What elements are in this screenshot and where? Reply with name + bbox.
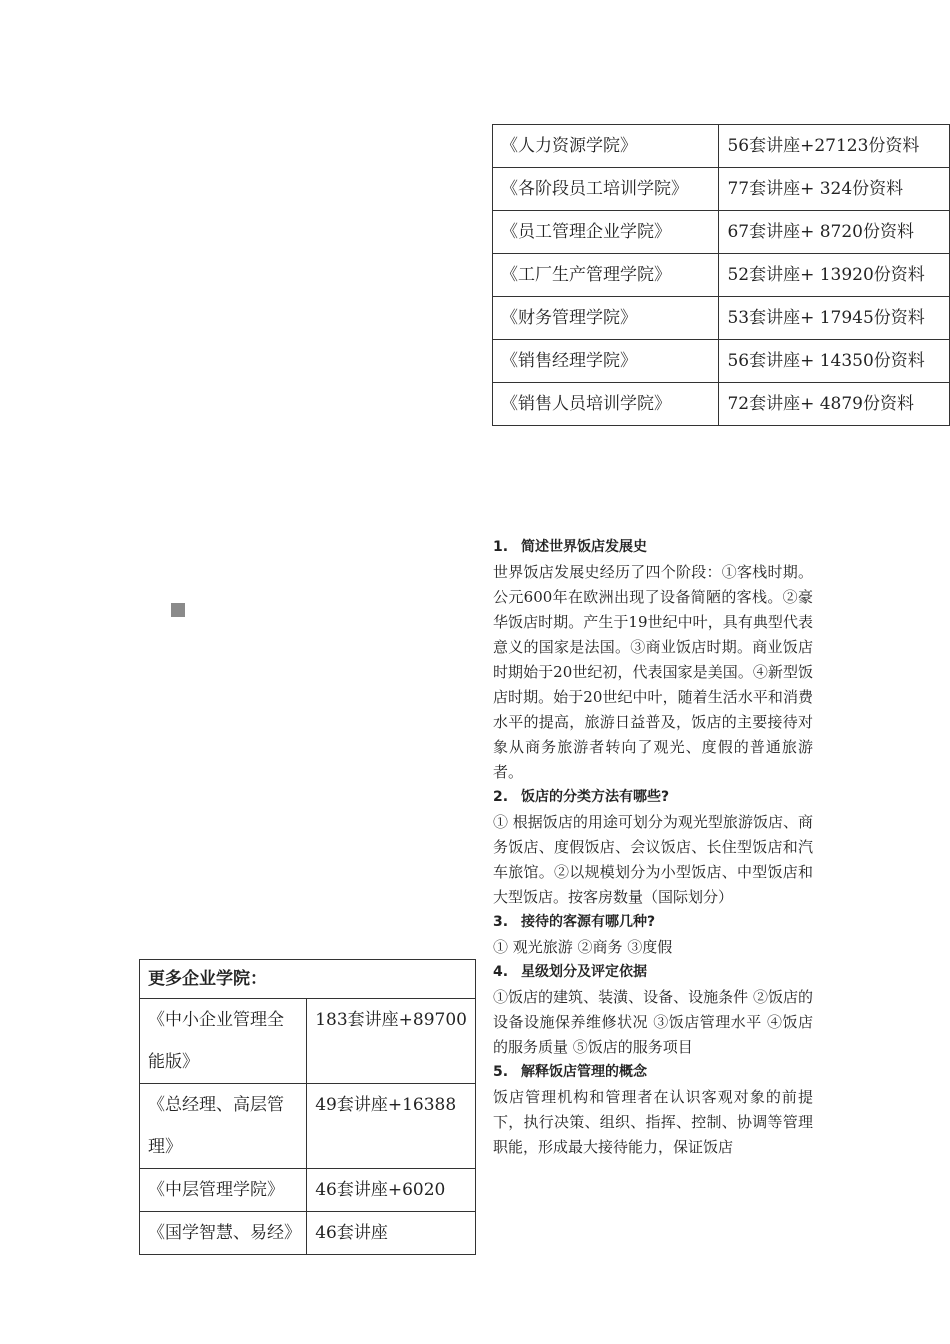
table-row: [493, 125, 950, 168]
square-bullet-icon: [171, 603, 185, 617]
qa-section: [493, 535, 813, 1160]
academy-info: 46套讲座: [307, 1212, 476, 1255]
answer-text: ①饭店的建筑、装潢、设备、设施条件 ②饭店的设备设施保养维修状况 ③饭店管理水平 ④饭店的服务质量 ⑤饭店的服务项目: [493, 988, 813, 1056]
academy-table-top: [492, 124, 950, 426]
question-heading: 2. 饭店的分类方法有哪些?: [493, 789, 670, 805]
question-heading: 4. 星级划分及评定依据: [493, 964, 647, 980]
question-heading: 3. 接待的客源有哪几种?: [493, 914, 656, 930]
table-row: [493, 211, 950, 254]
answer-text: ① 根据饭店的用途可划分为观光型旅游饭店、商务饭店、度假饭店、会议饭店、长住型饭店和汽车旅馆。②以规模划分为小型饭店、中型饭店和大型饭店。按客房数量（国际划分）: [493, 813, 813, 906]
table-row: [140, 999, 476, 1084]
academy-info: 52套讲座+ 13920份资料: [719, 254, 950, 297]
question-heading: 5. 解释饭店管理的概念: [493, 1064, 647, 1080]
academy-name: 《员工管理企业学院》: [493, 211, 719, 254]
academy-info: 53套讲座+ 17945份资料: [719, 297, 950, 340]
academy-name: 《销售经理学院》: [493, 340, 719, 383]
academy-name: 《中层管理学院》: [140, 1169, 307, 1212]
academy-name: 《人力资源学院》: [493, 125, 719, 168]
table-header: 更多企业学院：: [140, 960, 476, 999]
table-row: [140, 1084, 476, 1169]
academy-info: 72套讲座+ 4879份资料: [719, 383, 950, 426]
answer-text: 世界饭店发展史经历了四个阶段：①客栈时期。公元600年在欧洲出现了设备简陋的客栈。②豪华饭店时期。产生于19世纪中叶，具有典型代表意义的国家是法国。③商业饭店时期。商业饭店时期始于20世纪初，代表国家是美国。④新型饭店时期。始于20世纪中叶，随着生活水平和消费水平的提高，旅游日益普及，饭店的主要接待对象从商务旅游者转向了观光、度假的普通旅游者。: [493, 563, 813, 781]
table-row: [493, 340, 950, 383]
academy-info: 77套讲座+ 324份资料: [719, 168, 950, 211]
academy-info: 46套讲座+6020: [307, 1169, 476, 1212]
academy-name: 《各阶段员工培训学院》: [493, 168, 719, 211]
table-row: [493, 383, 950, 426]
academy-name: 《中小企业管理全能版》: [140, 999, 307, 1084]
academy-info: 183套讲座+89700: [307, 999, 476, 1084]
answer-text: ① 观光旅游 ②商务 ③度假: [493, 938, 673, 956]
academy-name: 《总经理、高层管理》: [140, 1084, 307, 1169]
table-row: [493, 254, 950, 297]
question-heading: 1. 简述世界饭店发展史: [493, 539, 647, 555]
academy-name: 《工厂生产管理学院》: [493, 254, 719, 297]
academy-info: 67套讲座+ 8720份资料: [719, 211, 950, 254]
table-row: [493, 297, 950, 340]
academy-table-bottom: [139, 959, 476, 1255]
answer-text: 饭店管理机构和管理者在认识客观对象的前提下，执行决策、组织、指挥、控制、协调等管理职能，形成最大接待能力，保证饭店: [493, 1088, 813, 1156]
academy-name: 《财务管理学院》: [493, 297, 719, 340]
academy-name: 《国学智慧、易经》: [140, 1212, 307, 1255]
academy-info: 49套讲座+16388: [307, 1084, 476, 1169]
table-header-row: [140, 960, 476, 999]
table-row: [493, 168, 950, 211]
academy-info: 56套讲座+27123份资料: [719, 125, 950, 168]
academy-name: 《销售人员培训学院》: [493, 383, 719, 426]
table-row: [140, 1169, 476, 1212]
table-row: [140, 1212, 476, 1255]
academy-info: 56套讲座+ 14350份资料: [719, 340, 950, 383]
